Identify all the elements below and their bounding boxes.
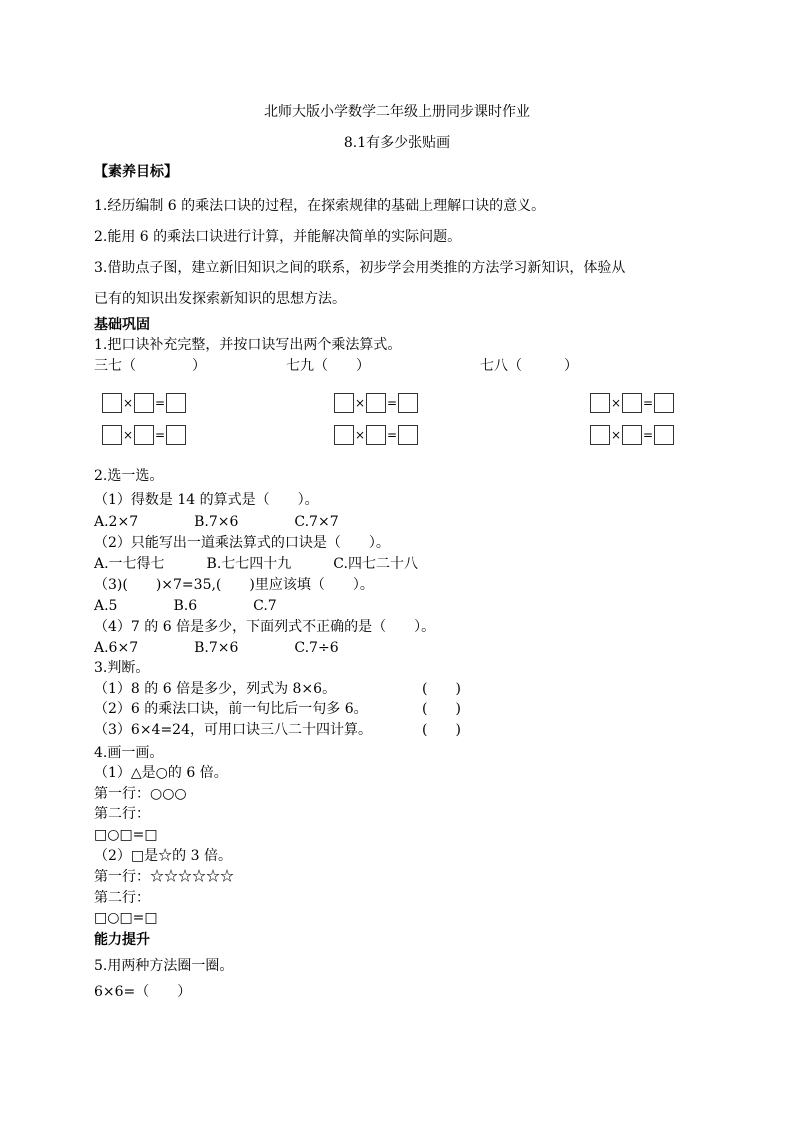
page-subtitle: 8.1有多少张贴画 [343,135,451,151]
question-3: 3.判断。 [94,660,150,676]
question-line: （1）得数是 14 的算式是（ ）。 [94,492,319,508]
judge-blank[interactable]: ( ) [422,722,461,738]
goal-item: 3.借助点子图，建立新旧知识之间的联系，初步学会用类推的方法学习新知识，体验从 [94,260,626,276]
judge-statement: （2）6 的乘法口诀，前一句比后一句多 6。 [94,701,368,717]
equation-template: □○□=□ [94,910,158,926]
answer-box[interactable] [622,393,642,413]
answer-box[interactable] [366,393,386,413]
rhyme-prompt-3: 七八（ ） [480,358,578,374]
equation-blank: × = [334,424,418,446]
answer-options: A.6×7 B.7×6 C.7÷6 [94,640,339,656]
answer-box[interactable] [166,393,186,413]
answer-box[interactable] [102,393,122,413]
answer-box[interactable] [134,425,154,445]
answer-box[interactable] [398,425,418,445]
answer-box[interactable] [622,425,642,445]
answer-box[interactable] [334,393,354,413]
question-line: （4）7 的 6 倍是多少，下面列式不正确的是（ ）。 [94,619,436,635]
section-heading-basic: 基础巩固 [94,317,150,333]
answer-box[interactable] [654,393,674,413]
answer-box[interactable] [366,425,386,445]
answer-box[interactable] [590,393,610,413]
answer-box[interactable] [334,425,354,445]
question-line: （3)( )×7=35,( )里应该填（ ）。 [94,577,374,593]
answer-box[interactable] [398,393,418,413]
question-1: 1.把口诀补充完整，并按口诀写出两个乘法算式。 [94,337,402,353]
question-line: （2）□是☆的 3 倍。 [94,848,232,864]
goal-item: 1.经历编制 6 的乘法口诀的过程，在探索规律的基础上理解口诀的意义。 [94,198,546,214]
equation-blank: × = [102,392,186,414]
question-expression: 6×6=（ ） [94,984,192,1000]
judge-blank[interactable]: ( ) [422,701,461,717]
drawing-row-second: 第二行： [94,890,150,906]
answer-box[interactable] [654,425,674,445]
answer-box[interactable] [134,393,154,413]
judge-blank[interactable]: ( ) [422,681,461,697]
equation-blank: × = [334,392,418,414]
question-4: 4.画一画。 [94,745,164,761]
judge-statement: （1）8 的 6 倍是多少，列式为 8×6。 [94,681,337,697]
goals-heading: 【素养目标】 [94,164,178,180]
goal-item: 2.能用 6 的乘法口诀进行计算，并能解决简单的实际问题。 [94,229,462,245]
answer-box[interactable] [590,425,610,445]
question-line: （2）只能写出一道乘法算式的口诀是（ ）。 [94,535,390,551]
rhyme-prompt-2: 七九（ ） [286,358,370,374]
question-2: 2.选一选。 [94,468,164,484]
answer-box[interactable] [166,425,186,445]
rhyme-prompt-1: 三七（ ） [94,358,206,374]
section-heading-advanced: 能力提升 [94,932,150,948]
question-line: （1）△是○的 6 倍。 [94,765,228,781]
page-title: 北师大版小学数学二年级上册同步课时作业 [264,104,530,120]
equation-template: □○□=□ [94,827,158,843]
equation-blank: × = [590,392,674,414]
drawing-row-first: 第一行：☆☆☆☆☆☆ [94,869,234,885]
answer-box[interactable] [102,425,122,445]
answer-options: A.一七得七 B.七七四十九 C.四七二十八 [94,556,418,572]
drawing-row-second: 第二行： [94,806,150,822]
answer-options: A.5 B.6 C.7 [94,598,277,614]
goal-item: 已有的知识出发探索新知识的思想方法。 [94,291,346,307]
judge-statement: （3）6×4=24，可用口诀三八二十四计算。 [94,722,372,738]
answer-options: A.2×7 B.7×6 C.7×7 [94,514,339,530]
equation-blank: × = [590,424,674,446]
drawing-row-first: 第一行：○○○ [94,786,187,802]
equation-blank: × = [102,424,186,446]
question-5: 5.用两种方法圈一圈。 [94,958,234,974]
